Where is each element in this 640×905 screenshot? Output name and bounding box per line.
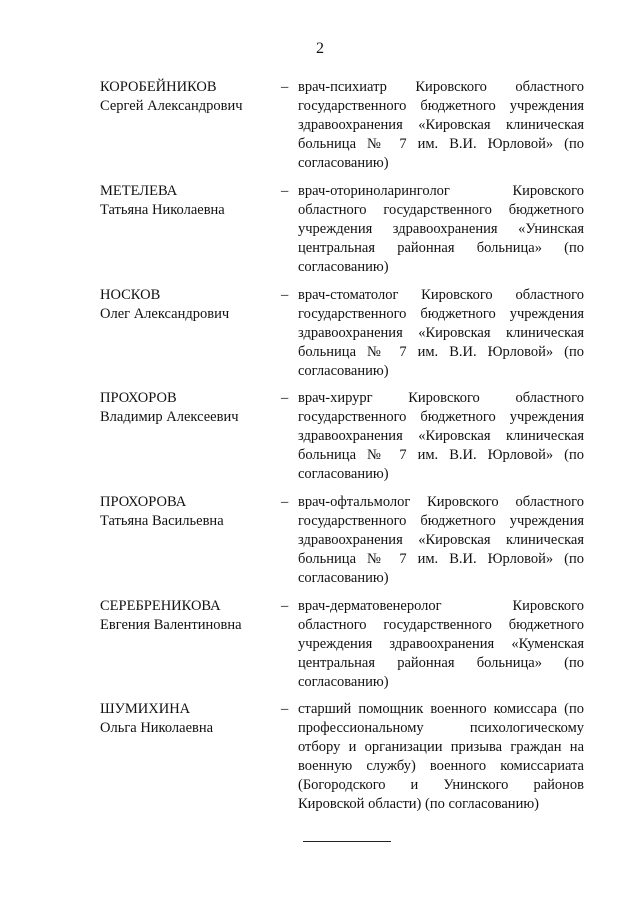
member-name xyxy=(100,493,280,531)
member-name xyxy=(100,389,280,427)
member-position: врач-оториноларинголог Кировского областного государственного бюджетного учреждения здравоохранения «Унинская центральная районная больница» (по согласованию) xyxy=(298,183,584,275)
member-surname: СЕРЕБРЕНИКОВА xyxy=(100,598,221,614)
dash-separator: – xyxy=(281,598,289,614)
member-position: врач-дерматовенеролог Кировского областного государственного бюджетного учреждения здравоохранения «Куменская центральная районная больница» (по согласованию) xyxy=(298,598,584,690)
page-number: 2 xyxy=(316,40,324,57)
member-name xyxy=(100,182,280,220)
member-given-names: Владимир Алексеевич xyxy=(100,409,239,425)
member-surname: НОСКОВ xyxy=(100,287,161,303)
member-surname: ПРОХОРОВ xyxy=(100,390,177,406)
member-name xyxy=(100,597,280,635)
member-surname: КОРОБЕЙНИКОВ xyxy=(100,79,217,95)
member-given-names: Олег Александрович xyxy=(100,306,230,322)
member-surname: ПРОХОРОВА xyxy=(100,494,187,510)
member-given-names: Татьяна Николаевна xyxy=(100,202,225,218)
member-position: врач-стоматолог Кировского областного государственного бюджетного учреждения здравоохранения «Кировская клиническая больница № 7 им. В.И. Юрловой» (по согласованию) xyxy=(298,287,584,379)
dash-separator: – xyxy=(281,701,289,717)
member-given-names: Ольга Николаевна xyxy=(100,720,214,736)
member-position: врач-хирург Кировского областного государственного бюджетного учреждения здравоохранения «Кировская клиническая больница № 7 им. В.И. Юрловой» (по согласованию) xyxy=(298,390,584,482)
member-surname: МЕТЕЛЕВА xyxy=(100,183,178,199)
dash-separator: – xyxy=(281,79,289,95)
member-position: старший помощник военного комиссара (по профессиональному психологическому отбору и организации призыва граждан на военную службу) военного комиссариата (Богородского и Унинского районов Кировской области) (по согласованию) xyxy=(298,701,584,812)
dash-separator: – xyxy=(281,390,289,406)
member-given-names: Сергей Александрович xyxy=(100,98,243,114)
member-position: врач-офтальмолог Кировского областного государственного бюджетного учреждения здравоохранения «Кировская клиническая больница № 7 им. В.И. Юрловой» (по согласованию) xyxy=(298,494,584,586)
dash-separator: – xyxy=(281,494,289,510)
member-surname: ШУМИХИНА xyxy=(100,701,191,717)
dash-separator: – xyxy=(281,183,289,199)
member-given-names: Евгения Валентиновна xyxy=(100,617,242,633)
member-name xyxy=(100,78,280,116)
member-name xyxy=(100,700,280,738)
end-rule xyxy=(303,841,391,842)
member-given-names: Татьяна Васильевна xyxy=(100,513,224,529)
member-position: врач-психиатр Кировского областного государственного бюджетного учреждения здравоохранения «Кировская клиническая больница № 7 им. В.И. Юрловой» (по согласованию) xyxy=(298,79,584,171)
dash-separator: – xyxy=(281,287,289,303)
member-name xyxy=(100,286,280,324)
